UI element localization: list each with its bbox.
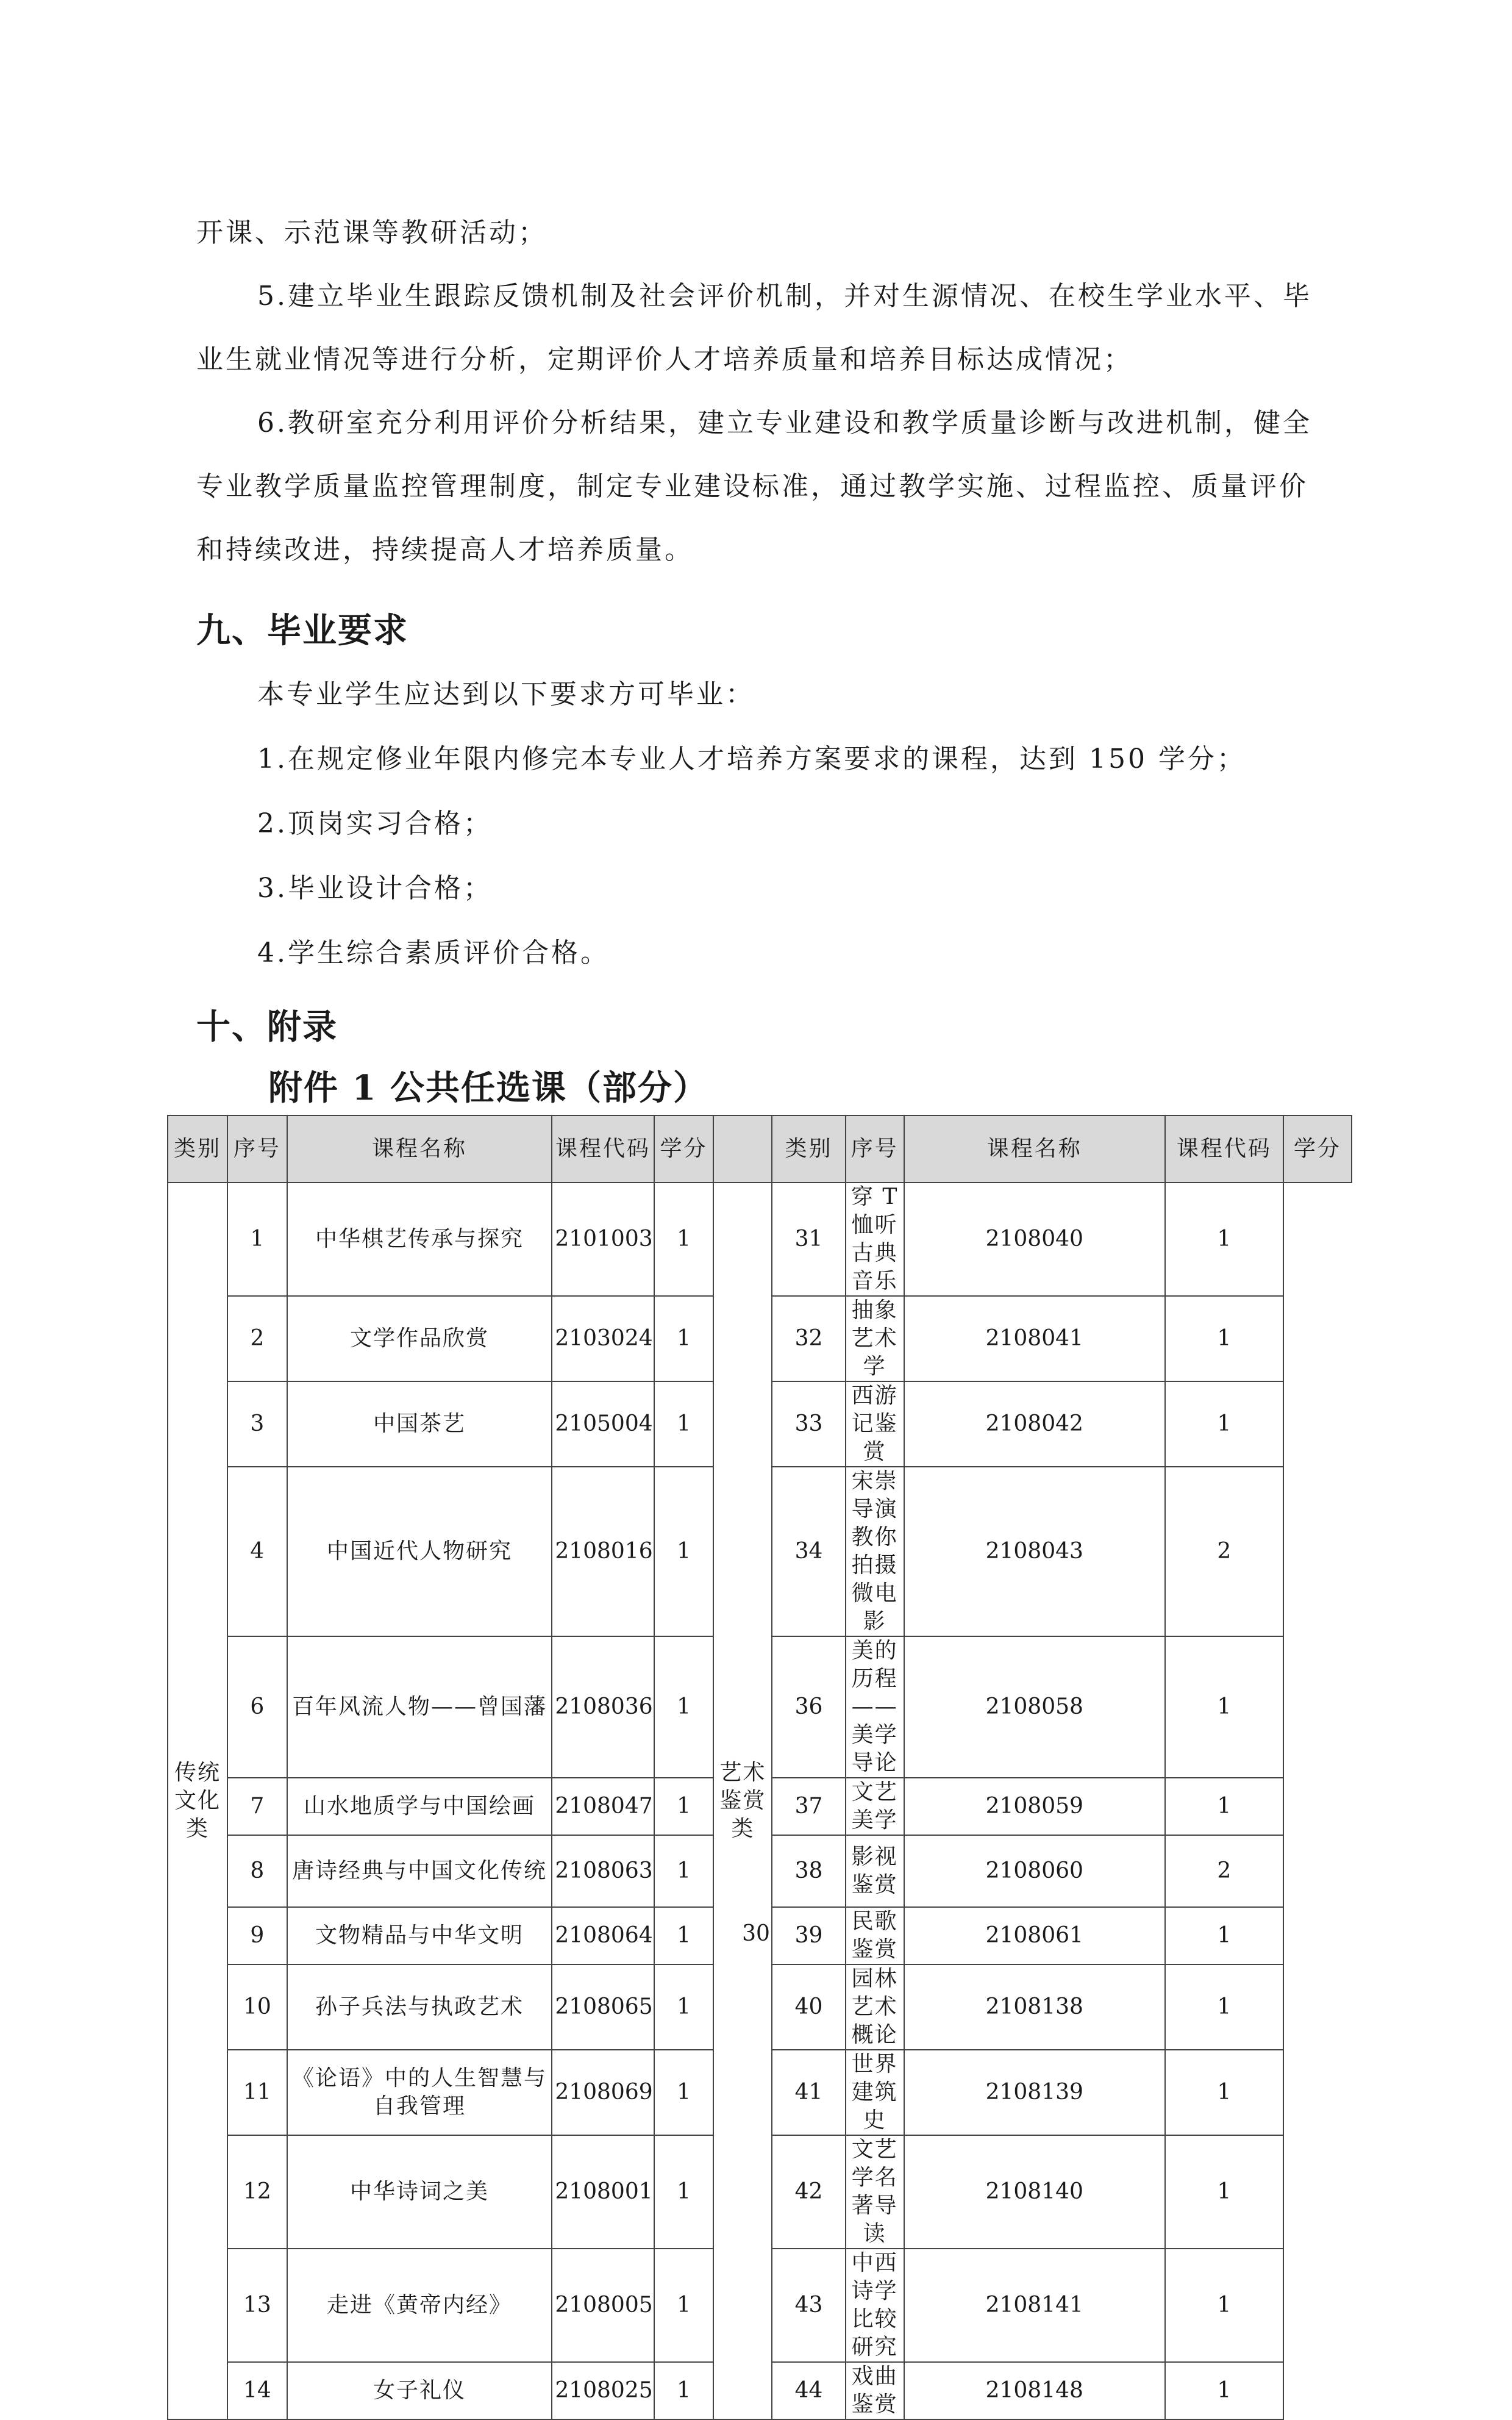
course-credits: 1 [654, 1907, 714, 1964]
course-credits: 1 [654, 1636, 714, 1778]
section-heading-graduation: 九、毕业要求 [196, 611, 408, 651]
row-number: 14 [227, 2362, 287, 2419]
course-credits: 2 [1165, 1467, 1283, 1636]
course-name: 中华诗词之美 [287, 2135, 552, 2249]
course-credits: 1 [1165, 1296, 1283, 1381]
category-traditional-culture: 传统文化类 [168, 1183, 227, 2419]
course-name: 中国茶艺 [287, 1381, 552, 1467]
requirement-item: 4.学生综合素质评价合格。 [257, 937, 610, 968]
row-number: 38 [772, 1835, 845, 1907]
row-number: 34 [772, 1467, 845, 1636]
course-code: 2108139 [904, 2050, 1165, 2135]
course-code: 2108058 [904, 1636, 1165, 1778]
course-code: 2108043 [904, 1467, 1165, 1636]
graduation-requirements-list [196, 662, 1330, 986]
course-code: 2108065 [552, 1964, 654, 2050]
course-code: 2108040 [904, 1183, 1165, 1296]
section-heading-appendix: 十、附录 [196, 1008, 338, 1047]
course-credits: 1 [1165, 1964, 1283, 2050]
course-code: 2108005 [552, 2249, 654, 2362]
row-number: 9 [227, 1907, 287, 1964]
course-credits: 1 [1165, 1778, 1283, 1835]
course-credits: 1 [654, 2135, 714, 2249]
category-art-appreciation: 艺术鉴赏类 [713, 1183, 772, 2419]
course-credits: 1 [654, 2249, 714, 2362]
course-name: 走进《黄帝内经》 [287, 2249, 552, 2362]
row-number: 43 [772, 2249, 845, 2362]
course-code: 2108047 [552, 1778, 654, 1835]
course-credits: 1 [1165, 1381, 1283, 1467]
course-code: 2108036 [552, 1636, 654, 1778]
row-number: 2 [227, 1296, 287, 1381]
course-name: 文艺学名著导读 [846, 2135, 904, 2249]
header-credits: 学分 [654, 1115, 714, 1183]
course-name: 抽象艺术学 [846, 1296, 904, 1381]
header-course-code: 课程代码 [552, 1115, 654, 1183]
course-code: 2108138 [904, 1964, 1165, 2050]
course-name: 宋崇导演教你拍摄微电影 [846, 1467, 904, 1636]
course-credits: 1 [654, 1964, 714, 2050]
row-number: 12 [227, 2135, 287, 2249]
course-code: 2108001 [552, 2135, 654, 2249]
course-name: 中华棋艺传承与探究 [287, 1183, 552, 1296]
row-number: 31 [772, 1183, 845, 1296]
row-number: 36 [772, 1636, 845, 1778]
course-credits: 1 [1165, 2249, 1283, 2362]
course-name: 百年风流人物——曾国藩 [287, 1636, 552, 1778]
table-header-row [168, 1115, 1352, 1183]
row-number: 37 [772, 1778, 845, 1835]
course-code: 2108141 [904, 2249, 1165, 2362]
paragraph-item-5-line1: 5.建立毕业生跟踪反馈机制及社会评价机制，并对生源情况、在校生学业水平、毕 [257, 281, 1312, 312]
course-code: 2108060 [904, 1835, 1165, 1907]
course-credits: 1 [1165, 2362, 1283, 2419]
course-code: 2108041 [904, 1296, 1165, 1381]
course-credits: 1 [654, 1296, 714, 1381]
header-course-code: 课程代码 [1165, 1115, 1283, 1183]
row-number: 42 [772, 2135, 845, 2249]
row-number: 41 [772, 2050, 845, 2135]
row-number: 40 [772, 1964, 845, 2050]
course-code: 2105004 [552, 1381, 654, 1467]
column-gap [713, 1115, 772, 1183]
course-name: 山水地质学与中国绘画 [287, 1778, 552, 1835]
course-credits: 1 [654, 2050, 714, 2135]
course-code: 2108064 [552, 1907, 654, 1964]
course-name: 西游记鉴赏 [846, 1381, 904, 1467]
row-number: 7 [227, 1778, 287, 1835]
course-name: 美的历程——美学导论 [846, 1636, 904, 1778]
course-name: 女子礼仪 [287, 2362, 552, 2419]
course-name: 文学作品欣赏 [287, 1296, 552, 1381]
row-number: 44 [772, 2362, 845, 2419]
course-code: 2108061 [904, 1907, 1165, 1964]
course-credits: 1 [1165, 1183, 1283, 1296]
header-category: 类别 [772, 1115, 845, 1183]
course-name: 穿 T 恤听古典音乐 [846, 1183, 904, 1296]
page-number: 30 [742, 1921, 770, 1946]
course-code: 2108042 [904, 1381, 1165, 1467]
course-name: 园林艺术概论 [846, 1964, 904, 2050]
course-credits: 1 [654, 2362, 714, 2419]
row-number: 1 [227, 1183, 287, 1296]
row-number: 3 [227, 1381, 287, 1467]
paragraph-item-6-line2: 专业教学质量监控管理制度，制定专业建设标准，通过教学实施、过程监控、质量评价 [196, 471, 1308, 502]
header-category: 类别 [168, 1115, 227, 1183]
course-credits: 1 [1165, 1636, 1283, 1778]
course-code: 2108016 [552, 1467, 654, 1636]
course-code: 2101003 [552, 1183, 654, 1296]
row-number: 33 [772, 1381, 845, 1467]
course-code: 2108059 [904, 1778, 1165, 1835]
course-name: 唐诗经典与中国文化传统 [287, 1835, 552, 1907]
course-credits: 1 [1165, 1907, 1283, 1964]
course-credits: 1 [654, 1778, 714, 1835]
elective-courses-table [167, 1115, 1352, 2420]
paragraph-continued: 开课、示范课等教研活动； [196, 217, 547, 248]
course-credits: 1 [654, 1835, 714, 1907]
course-name: 《论语》中的人生智慧与自我管理 [287, 2050, 552, 2135]
course-code: 2108069 [552, 2050, 654, 2135]
course-name: 民歌鉴赏 [846, 1907, 904, 1964]
course-name: 世界建筑史 [846, 2050, 904, 2135]
course-credits: 1 [654, 1467, 714, 1636]
course-code: 2108025 [552, 2362, 654, 2419]
row-number: 39 [772, 1907, 845, 1964]
paragraph-item-5-line2: 业生就业情况等进行分析，定期评价人才培养质量和培养目标达成情况； [196, 344, 1133, 375]
header-number: 序号 [227, 1115, 287, 1183]
course-credits: 1 [1165, 2135, 1283, 2249]
paragraph-item-6-line1: 6.教研室充分利用评价分析结果，建立专业建设和教学质量诊断与改进机制，健全 [257, 407, 1312, 439]
requirement-item: 2.顶岗实习合格； [257, 808, 493, 839]
course-name: 戏曲鉴赏 [846, 2362, 904, 2419]
course-name: 文艺美学 [846, 1778, 904, 1835]
course-name: 中国近代人物研究 [287, 1467, 552, 1636]
header-course-name: 课程名称 [904, 1115, 1165, 1183]
course-code: 2108148 [904, 2362, 1165, 2419]
row-number: 11 [227, 2050, 287, 2135]
course-credits: 2 [1165, 1835, 1283, 1907]
course-code: 2103024 [552, 1296, 654, 1381]
course-code: 2108140 [904, 2135, 1165, 2249]
course-credits: 1 [654, 1381, 714, 1467]
graduation-intro: 本专业学生应达到以下要求方可毕业： [257, 679, 755, 710]
row-number: 4 [227, 1467, 287, 1636]
row-number: 10 [227, 1964, 287, 2050]
row-number: 13 [227, 2249, 287, 2362]
course-name: 文物精品与中华文明 [287, 1907, 552, 1964]
header-course-name: 课程名称 [287, 1115, 552, 1183]
table-caption: 附件 1 公共任选课（部分） [268, 1068, 708, 1108]
requirement-item: 1.在规定修业年限内修完本专业人才培养方案要求的课程，达到 150 学分； [257, 743, 1246, 775]
course-name: 孙子兵法与执政艺术 [287, 1964, 552, 2050]
course-credits: 1 [654, 1183, 714, 1296]
header-number: 序号 [846, 1115, 904, 1183]
requirement-item: 3.毕业设计合格； [257, 873, 493, 904]
row-number: 6 [227, 1636, 287, 1778]
course-code: 2108063 [552, 1835, 654, 1907]
row-number: 32 [772, 1296, 845, 1381]
course-name: 影视鉴赏 [846, 1835, 904, 1907]
course-name: 中西诗学比较研究 [846, 2249, 904, 2362]
paragraph-item-6-line3: 和持续改进，持续提高人才培养质量。 [196, 534, 694, 565]
table-row [168, 1183, 1352, 1296]
header-credits: 学分 [1283, 1115, 1352, 1183]
row-number: 8 [227, 1835, 287, 1907]
course-credits: 1 [1165, 2050, 1283, 2135]
